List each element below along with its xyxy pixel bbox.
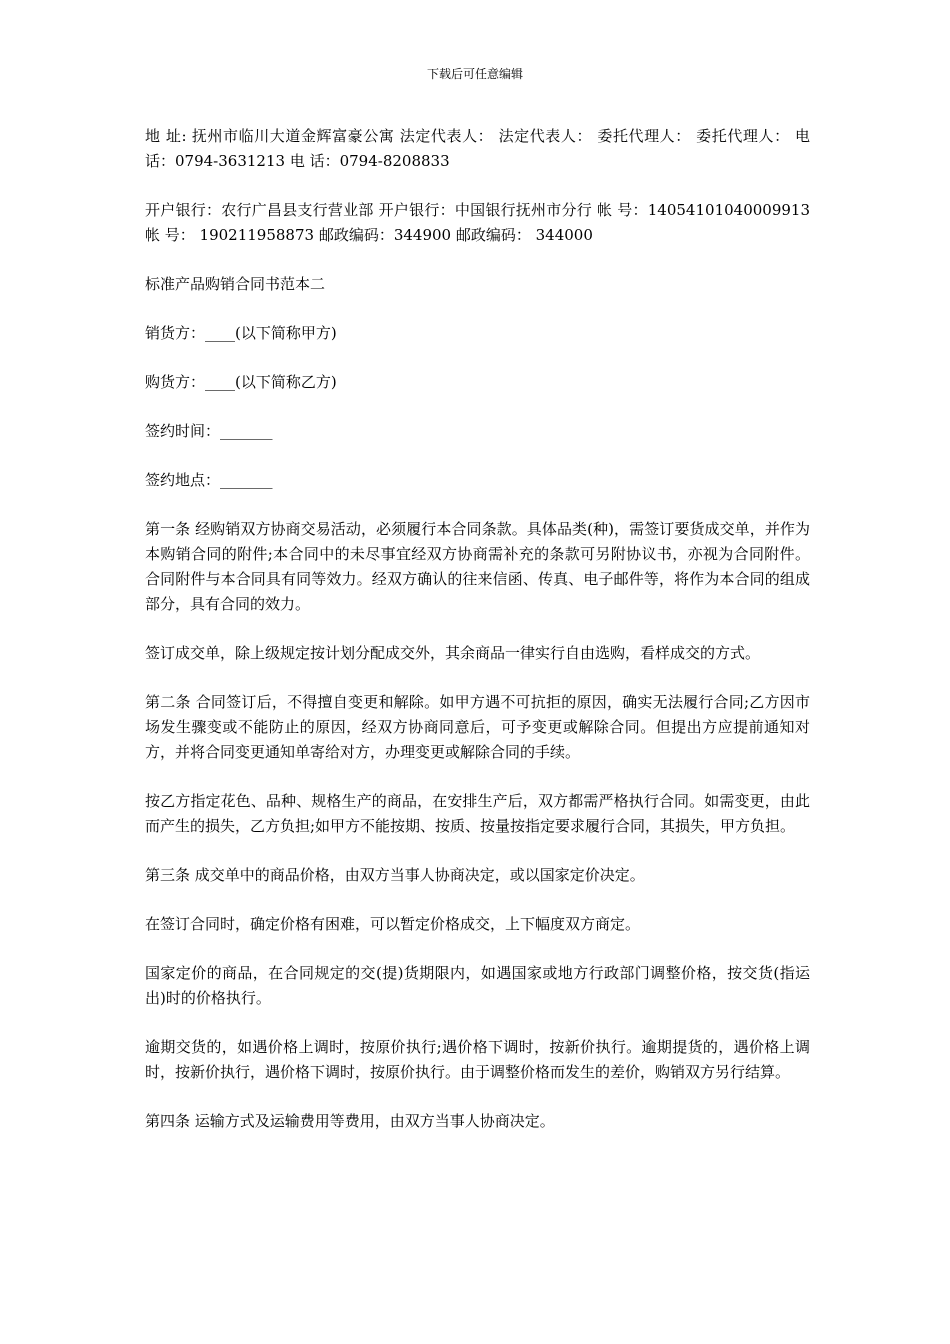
state-price-paragraph: 国家定价的商品，在合同规定的交(提)货期限内，如遇国家或地方行政部门调整价格，按交货(指运出)时的价格执行。 — [145, 964, 810, 1007]
buyer-line: 购货方：____(以下简称乙方) — [145, 373, 337, 391]
tentative-price-paragraph: 在签订合同时，确定价格有困难，可以暂定价格成交，上下幅度双方商定。 — [145, 915, 641, 933]
article-two-paragraph: 第二条 合同签订后，不得擅自变更和解除。如甲方遇不可抗拒的原因，确实无法履行合同;乙方因市场发生骤变或不能防止的原因，经双方协商同意后，可予变更或解除合同。但提出方应提前通知对方，并将合同变更通知单寄给对方，办理变更或解除合同的手续。 — [145, 693, 810, 761]
specified-goods-paragraph: 按乙方指定花色、品种、规格生产的商品，在安排生产后，双方都需严格执行合同。如需变更，由此而产生的损失，乙方负担;如甲方不能按期、按质、按量按指定要求履行合同，其损失，甲方负担。 — [145, 792, 810, 835]
address-contact-paragraph: 地 址: 抚州市临川大道金辉富豪公寓 法定代表人： 法定代表人： 委托代理人： 委托代理人： 电 话：0794-3631213 电 话：0794-8208833 — [145, 127, 810, 170]
seller-line: 销货方：____(以下简称甲方) — [145, 324, 337, 342]
bank-account-paragraph: 开户银行：农行广昌县支行营业部 开户银行：中国银行抚州市分行 帐 号：14054101040009913 帐 号： 190211958873 邮政编码：344900 邮政编码： 344000 — [145, 201, 810, 244]
article-four-paragraph: 第四条 运输方式及运输费用等费用，由双方当事人协商决定。 — [145, 1112, 555, 1130]
document-body — [145, 124, 810, 1158]
article-three-paragraph: 第三条 成交单中的商品价格，由双方当事人协商决定，或以国家定价决定。 — [145, 866, 645, 884]
order-form-paragraph: 签订成交单，除上级规定按计划分配成交外，其余商品一律实行自由选购，看样成交的方式。 — [145, 644, 761, 662]
document-title: 标准产品购销合同书范本二 — [145, 275, 326, 293]
overdue-delivery-paragraph: 逾期交货的，如遇价格上调时，按原价执行;遇价格下调时，按新价执行。逾期提货的，遇价格上调时，按新价执行，遇价格下调时，按原价执行。由于调整价格而发生的差价，购销双方另行结算。 — [145, 1038, 810, 1081]
article-one-paragraph: 第一条 经购销双方协商交易活动，必须履行本合同条款。具体品类(种)，需签订要货成交单，并作为本购销合同的附件;本合同中的未尽事宜经双方协商需补充的条款可另附协议书，亦视为合同附件。合同附件与本合同具有同等效力。经双方确认的往来信函、传真、电子邮件等，将作为本合同的组成部分，具有合同的效力。 — [145, 520, 810, 613]
page-header: 下载后可任意编辑 — [426, 67, 523, 81]
signing-place-line: 签约地点：_______ — [145, 471, 273, 489]
signing-time-line: 签约时间：_______ — [145, 422, 273, 440]
